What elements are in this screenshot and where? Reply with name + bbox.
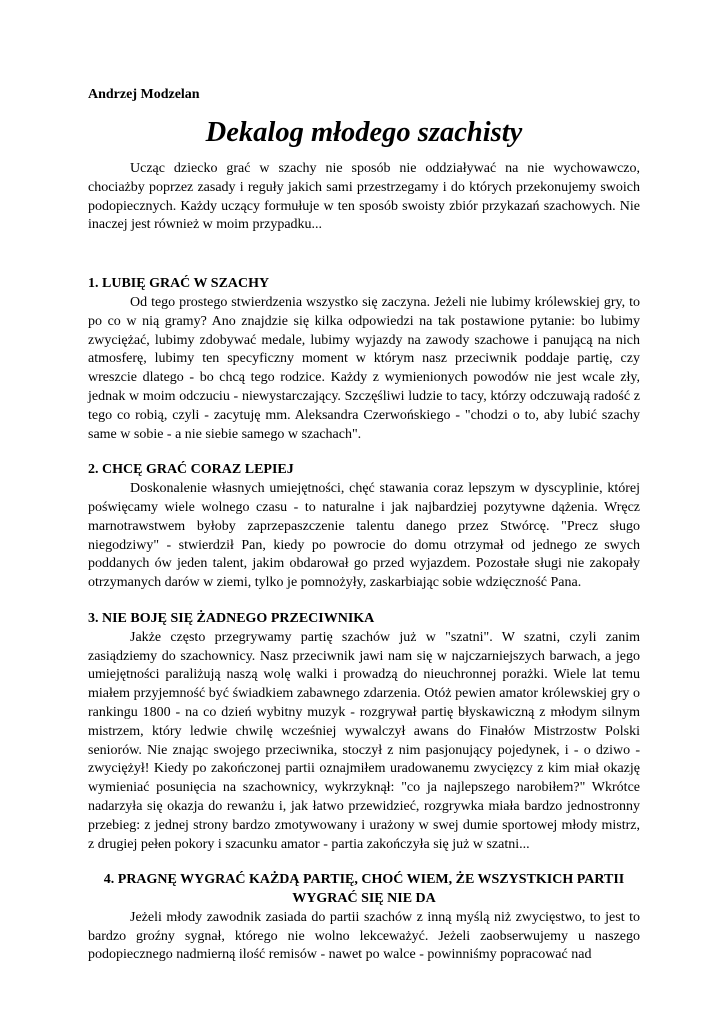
document-content (88, 86, 640, 982)
document-title: Dekalog młodego szachisty (205, 117, 523, 148)
section-4 (88, 871, 640, 965)
section-heading: 2. CHCĘ GRAĆ CORAZ LEPIEJ (88, 462, 294, 478)
section-heading: 1. LUBIĘ GRAĆ W SZACHY (88, 276, 270, 292)
section-1 (88, 275, 640, 444)
intro-paragraph: Ucząc dziecko grać w szachy nie sposób nie oddziaływać na nie wychowawczo, chociażby poprzez zasady i reguły jakich sami przestrzegamy i do których przekonujemy swoich podopiecznych. Każdy uczący formułuje w ten sposób swoisty zbiór przykazań szachowych. Nie inaczej jest również w moim przypadku... (88, 161, 640, 233)
section-heading: 3. NIE BOJĘ SIĘ ŻADNEGO PRZECIWNIKA (88, 610, 375, 626)
section-body: Doskonalenie własnych umiejętności, chęć stawania coraz lepszym w dyscyplinie, której poświęcamy wiele wolnego czasu - to naturalne i jak najbardziej pozytywne dążenia. Wręcz marnotrawstwem byłoby zaprzepaszczenie talentu danego przez Stwórcę. "Precz sługo niegodziwy" - stwierdził Pan, kiedy po powrocie do domu otrzymał od jednego ze swych poddanych ów jeden talent, jakim obdarował go przed wyjazdem. Pozostałe sługi nie zakopały otrzymanych darów w ziemi, tylko je pomnożyły, zaskarbiając sobie wdzięczność Pana. (88, 481, 640, 591)
section-heading: 4. PRAGNĘ WYGRAĆ KAŻDĄ PARTIĘ, CHOĆ WIEM, ŻE WSZYSTKICH PARTII WYGRAĆ SIĘ NIE DA (103, 872, 625, 907)
section-3 (88, 610, 640, 854)
section-body: Jakże często przegrywamy partię szachów już w "szatni". W szatni, czyli zanim zasiądziemy do szachownicy. Nasz przeciwnik jawi nam się w najczarniejszych barwach, a jego umiejętności paraliżują naszą wolę walki i prowadzą do nieuchronnej porażki. Wiele lat temu miałem przyjemność być świadkiem zabawnego zdarzenia. Otóż pewien amator królewskiej gry o rankingu 1800 - na co dzień wybitny muzyk - rozgrywał partię błyskawiczną z młodym silnym mistrzem, który ledwie chwilę wcześniej wywalczył awans do Finałów Mistrzostw Polski seniorów. Nie znając swojego przeciwnika, stoczył z nim pasjonujący pojedynek, i - o dziwo - zwyciężył! Kiedy po zakończonej partii oznajmiłem uradowanemu zwycięzcy z kim miał okazję wymieniać posunięcia na szachownicy, wykrzyknął: "co ja najlepszego narobiłem?" Wkrótce nadarzyła się okazja do rewanżu i, jak łatwo przewidzieć, rozgrywka miała bardzo jednostronny przebieg: z jednej strony bardzo zmotywowany i urażony w swej dumie sportowej młody mistrz, z drugiej pełen pokory i szacunku amator - partia zakończyła się już w szatni... (88, 629, 640, 852)
author-name: Andrzej Modzelan (88, 87, 200, 102)
section-body: Jeżeli młody zawodnik zasiada do partii szachów z inną myślą niż zwycięstwo, to jest to bardzo groźny sygnał, którego nie wolno lekceważyć. Jeżeli zaobserwujemy u naszego podopiecznego nadmierną ilość remisów - nawet po walce - powinniśmy popracować nad (88, 909, 640, 963)
section-body: Od tego prostego stwierdzenia wszystko się zaczyna. Jeżeli nie lubimy królewskiej gry, to po co w nią gramy? Ano znajdzie się kilka odpowiedzi na tak postawione pytanie: bo lubimy zwyciężać, lubimy zdobywać medale, lubimy wyjazdy na zawody szachowe i panującą na nich atmosferę, lubimy ten specyficzny moment w którym nasz przeciwnik poddaje partię, czy wreszcie dlatego - bo chcą tego rodzice. Każdy z wymienionych powodów nie jest wcale zły, jednak w moim odczuciu - niewystarczający. Szczęśliwi ludzie to tacy, którzy odczuwają radość z tego co robią, czyli - zacytuję mm. Aleksandra Czerwońskiego - "chodzi o to, aby lubić szachy same w sobie - a nie siebie samego w szachach". (88, 294, 640, 442)
section-2 (88, 461, 640, 593)
